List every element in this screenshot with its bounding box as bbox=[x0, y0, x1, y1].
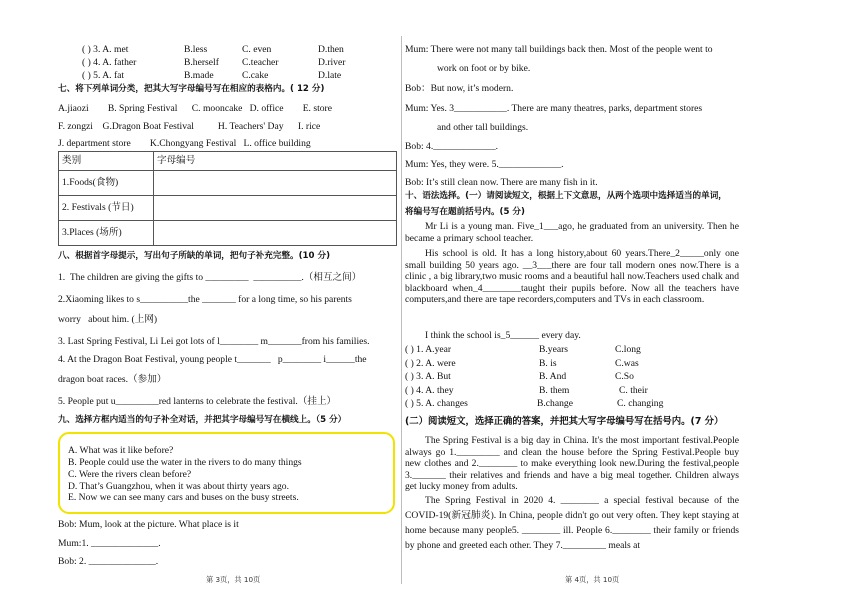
choice-row: ( ) 1. A.year B.years C.long bbox=[405, 344, 641, 355]
q8-line: 2.Xiaoming likes to s__________the _______ for a long time, so his parents bbox=[58, 294, 352, 305]
dialog-line: Bob: It’s still clean now. There are many fish in it. bbox=[405, 177, 598, 188]
dialog-line: work on foot or by bike. bbox=[437, 63, 531, 74]
passage-paragraph: I think the school is_5______ every day. bbox=[425, 330, 581, 341]
passage-paragraph: The Spring Festival is a big day in China. It's the most important festival.People always go 1._________ and clean the house before the Spring Festival.People buy new clothes and 2.________ to make everything look new.During the festival,people 3._______ their relatives and friends and have a big meal together. Children always get lucky money from adults. bbox=[405, 435, 739, 492]
answer-cell[interactable] bbox=[154, 171, 397, 196]
q8-line: 5. People put u_________red lanterns to celebrate the festival.（挂上） bbox=[58, 396, 337, 407]
box-option: C. Were the rivers clean before? bbox=[68, 469, 192, 480]
options-box bbox=[58, 432, 395, 514]
right-page bbox=[405, 0, 739, 608]
q8-title: 八、根据首字母提示，写出句子所缺的单词，把句子补充完整。(10 分) bbox=[58, 251, 331, 261]
q9-title: 九、选择方框内适当的句子补全对话，并把其字母编号写在横线上。（5 分） bbox=[58, 415, 347, 425]
classification-table bbox=[58, 151, 397, 246]
choice-row: ( ) 4. A. they B. them C. their bbox=[405, 385, 648, 396]
passage-paragraph: His school is old. It has a long history,about 60 years.There_2_____only one small building 50 years ago. __3___there are four tall modern ones now.There is a clinic , a big library,two music rooms and a beautiful hall now.Teachers used chalk and blackboard when_4________taught their pupils before. Now all the teachers have computers,and there are tape recorders,computers and TVs in each classroom. bbox=[405, 248, 739, 305]
dialog-line: Mum: Yes, they were. 5._____________. bbox=[405, 159, 564, 170]
q10b-title: (二）阅读短文，选择正确的答案，并把其大写字母编号写在括号内。(7 分） bbox=[405, 416, 724, 427]
table-row: 1.Foods(食物) bbox=[59, 171, 397, 196]
page-divider bbox=[401, 36, 402, 584]
q10-title: 十、语法选择。(一）请阅读短文，根据上下文意思，从两个选项中选择适当的单词， bbox=[405, 191, 727, 201]
table-row: 3.Places (场所) bbox=[59, 221, 397, 246]
dialog-line: Bob: 2. ______________. bbox=[58, 556, 159, 567]
left-page bbox=[58, 0, 396, 608]
page-footer: 第 4页，共 10页 bbox=[565, 575, 620, 584]
q8-line: dragon boat races.（参加） bbox=[58, 374, 167, 385]
answer-cell[interactable] bbox=[154, 196, 397, 221]
passage-paragraph: The Spring Festival in 2020 4. ________ a special festival because of the COVID-19(新冠肺炎). In China, people didn't go out very often. They kept staying at home because many people5. ________ ill. People 6.________ their family or friends by phone and greeted each other. They 7._________ meals at bbox=[405, 495, 739, 551]
dialog-line: Mum: Yes. 3___________. There are many theatres, parks, department stores bbox=[405, 103, 703, 114]
dialog-line: Mum: There were not many tall buildings back then. Most of the people went to bbox=[405, 44, 713, 55]
choice-row: ( ) 3. A. But B. And C.So bbox=[405, 371, 634, 382]
dialog-line: and other tall buildings. bbox=[437, 122, 529, 133]
dialog-line: Bob：But now, it’s modern. bbox=[405, 83, 514, 94]
dialog-line: Mum:1. ______________. bbox=[58, 538, 161, 549]
table-row: 2. Festivals (节日) bbox=[59, 196, 397, 221]
phonetic-row: ( ) 4. A. father B.herself C.teacher D.river bbox=[82, 57, 346, 68]
page-footer: 第 3页，共 10页 bbox=[206, 575, 261, 584]
passage-paragraph: Mr Li is a young man. Five_1___ago, he graduated from an university. Then he became a primary school teacher. bbox=[405, 221, 739, 244]
phonetic-row: ( ) 5. A. fat B.made C.cake D.late bbox=[82, 70, 342, 81]
answer-cell[interactable] bbox=[154, 221, 397, 246]
q7-words: J. department store K.Chongyang Festival L. office building bbox=[58, 138, 311, 149]
q10-title-2: 将编号写在题前括号内。(5 分) bbox=[405, 207, 525, 217]
dialog-line: Bob: 4._____________. bbox=[405, 141, 499, 152]
q8-line: 1. The children are giving the gifts to _________ __________.（相互之间） bbox=[58, 272, 362, 283]
q7-words: A.jiaozi B. Spring Festival C. mooncake D. office E. store bbox=[58, 103, 333, 114]
dialog-line: Bob: Mum, look at the picture. What place is it bbox=[58, 519, 239, 530]
box-option: D. That’s Guangzhou, when it was about thirty years ago. bbox=[68, 481, 289, 492]
choice-row: ( ) 2. A. were B. is C.was bbox=[405, 358, 639, 369]
q7-words: F. zongzi G.Dragon Boat Festival H. Teachers' Day I. rice bbox=[58, 121, 321, 132]
q7-title: 七、将下列单词分类，把其大写字母编号写在相应的表格内。( 12 分) bbox=[58, 84, 325, 94]
phonetic-row: ( ) 3. A. met B.less C. even D.then bbox=[82, 44, 344, 55]
box-option: B. People could use the water in the rivers to do many things bbox=[68, 457, 302, 468]
box-option: E. Now we can see many cars and buses on the busy streets. bbox=[68, 492, 299, 503]
q8-line: 3. Last Spring Festival, Li Lei got lots of l________ m_______from his families. bbox=[58, 336, 370, 347]
box-option: A. What was it like before? bbox=[68, 445, 174, 456]
choice-row: ( ) 5. A. changes B.change C. changing bbox=[405, 398, 664, 409]
q8-line: 4. At the Dragon Boat Festival, young people t_______ p________ i______the bbox=[58, 354, 367, 365]
q8-line: worry about him. (上网) bbox=[58, 314, 158, 325]
table-header-category: 类别 bbox=[59, 152, 154, 171]
table-header-letters: 字母编号 bbox=[154, 152, 397, 171]
